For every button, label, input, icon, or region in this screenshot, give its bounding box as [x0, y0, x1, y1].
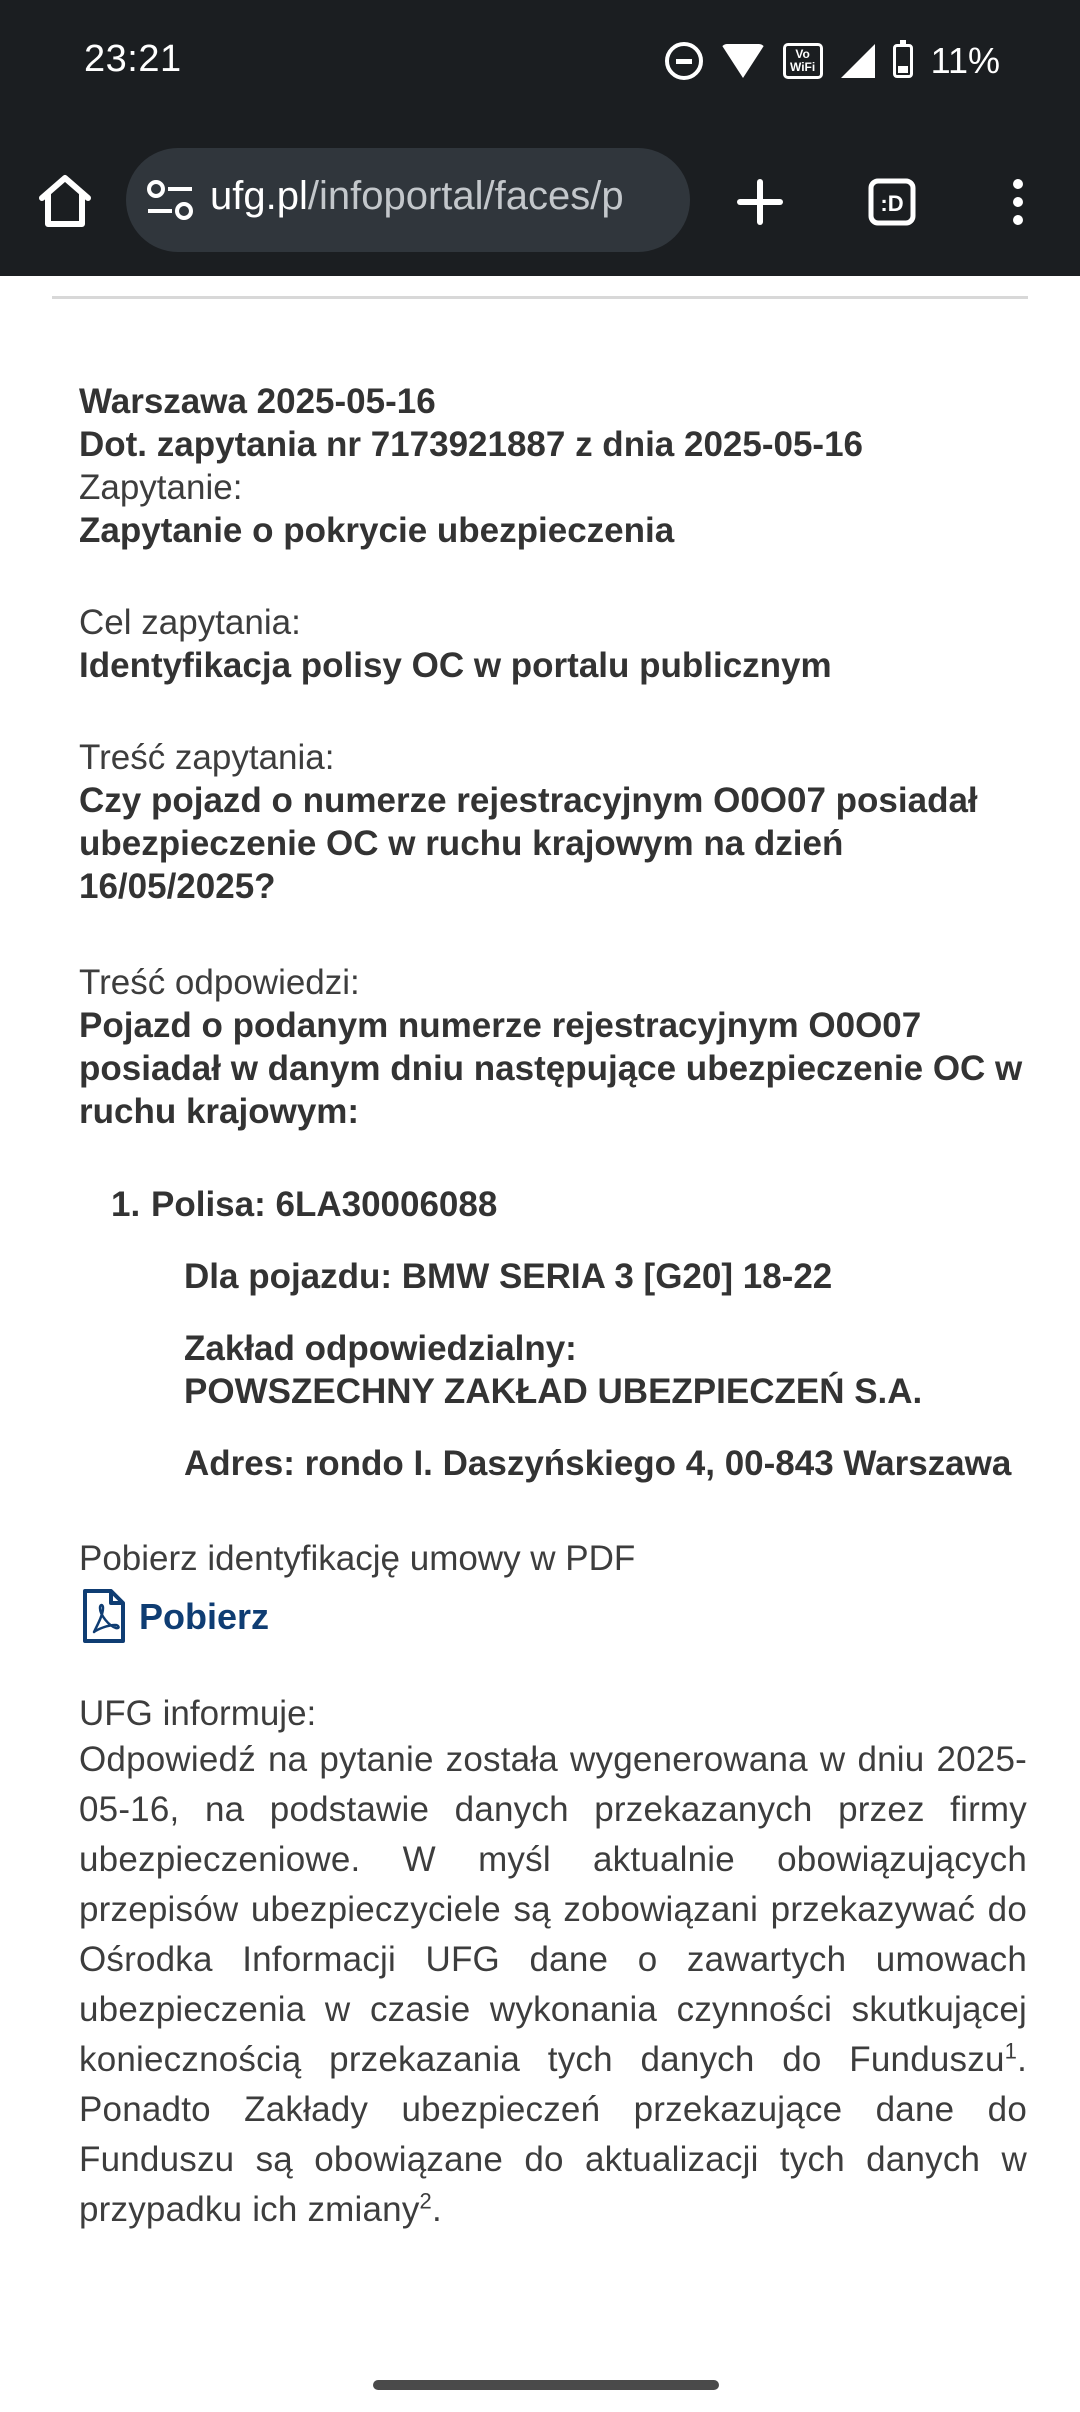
tab-switcher-icon — [852, 162, 932, 242]
pdf-label: Pobierz identyfikację umowy w PDF — [79, 1539, 636, 1578]
wifi-icon — [721, 44, 765, 78]
policy-item — [79, 1183, 1027, 1485]
query-value: Zapytanie o pokrycie ubezpieczenia — [79, 511, 675, 550]
signal-icon — [841, 44, 875, 78]
status-bar — [0, 0, 1080, 128]
goal-value: Identyfikacja polisy OC w portalu publicznym — [79, 646, 832, 685]
goal-label: Cel zapytania: — [79, 603, 301, 642]
plus-icon — [720, 162, 800, 242]
insurer-name: POWSZECHNY ZAKŁAD UBEZPIECZEŃ S.A. — [184, 1372, 923, 1411]
status-icons — [665, 40, 1000, 82]
policy-number: Polisa: 6LA30006088 — [151, 1185, 498, 1224]
battery-icon — [893, 44, 913, 78]
site-settings-icon[interactable] — [146, 178, 194, 222]
content-fade — [0, 2345, 1080, 2412]
policy-number-index: 1. — [111, 1185, 141, 1224]
gesture-bar[interactable] — [373, 2380, 719, 2390]
download-label[interactable]: Pobierz — [139, 1595, 270, 1637]
footnote-ref-2[interactable]: 2 — [419, 2188, 432, 2214]
pdf-file-icon — [79, 1588, 129, 1644]
info-text-part-2: . Ponadto Zakłady ubezpieczeń przekazujące dane do Funduszu są obowiązane do aktualizacji tych danych w przypadku ich zmiany — [79, 2040, 1027, 2229]
battery-percent: 11% — [930, 40, 1000, 81]
answer-value: Pojazd o podanym numerze rejestracyjnym O0O07 posiadał w danym dniu następujące ubezpieczenie OC w ruchu krajowym: — [79, 1006, 1023, 1131]
url-host: ufg.pl — [210, 174, 308, 218]
info-text-part-3: . — [431, 2190, 442, 2229]
browser-toolbar — [0, 128, 1080, 276]
query-label: Zapytanie: — [79, 468, 243, 507]
vehicle-line: Dla pojazdu: BMW SERIA 3 [G20] 18-22 — [184, 1257, 833, 1296]
tab-switcher-button[interactable] — [852, 162, 932, 242]
status-time: 23:21 — [84, 38, 182, 80]
question-label: Treść zapytania: — [79, 738, 335, 777]
url-text[interactable] — [210, 174, 624, 219]
address-bar[interactable] — [126, 148, 690, 252]
info-text-part-1: Odpowiedź na pytanie została wygenerowana w dniu 2025-05-16, na podstawie danych przekazanych przez firmy ubezpieczeniowe. W myśl aktualnie obowiązujących przepisów ubezpieczyciele są zobowiązani przekazywać do Ośrodka Informacji UFG dane o zawartych umowach ubezpieczenia w czasie wykonania czynności skutkującej koniecznością przekazania tych danych do Funduszu — [79, 1740, 1027, 2079]
answer-label: Treść odpowiedzi: — [79, 963, 360, 1002]
download-pdf-link[interactable] — [79, 1588, 1027, 1644]
divider — [52, 296, 1028, 299]
more-vert-icon — [978, 162, 1058, 242]
footnote-ref-1[interactable]: 1 — [1004, 2038, 1018, 2064]
home-icon — [30, 166, 100, 236]
insurer-block — [111, 1327, 1027, 1413]
vowifi-icon: Vo WiFi — [783, 43, 823, 79]
home-button[interactable] — [30, 166, 100, 236]
svg-text::D: :D — [880, 191, 904, 216]
response-letter — [79, 380, 1027, 2235]
policy-line — [111, 1183, 1027, 1226]
query-reference: Dot. zapytania nr 7173921887 z dnia 2025-05-16 — [79, 425, 864, 464]
info-label: UFG informuje: — [79, 1694, 317, 1733]
do-not-disturb-icon — [665, 42, 703, 80]
info-text — [79, 1735, 1027, 2235]
more-options-button[interactable] — [978, 162, 1058, 242]
url-path: /infoportal/faces/p — [307, 174, 624, 218]
question-value: Czy pojazd o numerze rejestracyjnym O0O07 posiadał ubezpieczenie OC w ruchu krajowym na dzień 16/05/2025? — [79, 781, 978, 906]
new-tab-button[interactable] — [720, 162, 800, 242]
insurer-label: Zakład odpowiedzialny: — [184, 1329, 577, 1368]
insurer-address: Adres: rondo I. Daszyńskiego 4, 00-843 Warszawa — [184, 1444, 1012, 1483]
place-date: Warszawa 2025-05-16 — [79, 382, 436, 421]
